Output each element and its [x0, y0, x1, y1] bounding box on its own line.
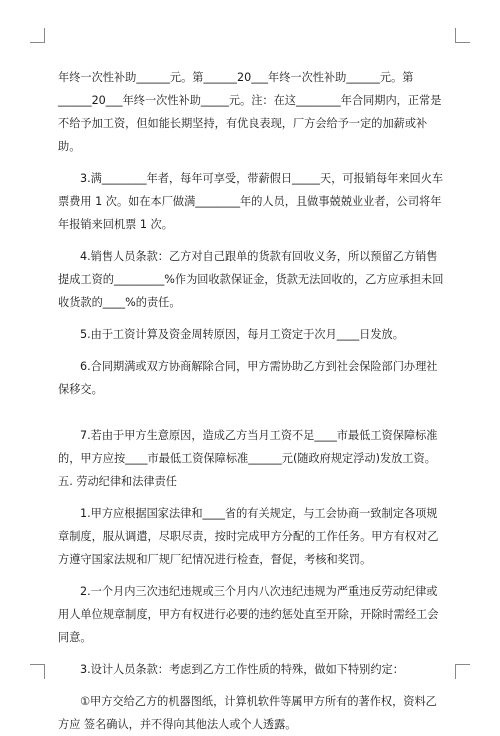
- paragraph-rules: 1.甲方应根据国家法律和____省的有关规定，与工会协商一致制定各项规章制度，服从调遣，尽职尽责，按时完成甲方分配的工作任务。甲方有权对乙方遵守国家法规和厂规厂纪情况进行检查，督促，考核和奖罚。: [58, 507, 439, 566]
- crop-mark-top-right: [455, 28, 470, 43]
- paragraph-violations: 2.一个月内三次违纪违规或三个月内八次违纪违规为严重违反劳动纪律或用人单位规章制度，甲方有权进行必要的违约惩处直至开除，开除时需经工会同意。: [58, 585, 439, 644]
- paragraph-pay-date: 5.由于工资计算及资金周转原因，每月工资定于次月____日发放。: [80, 328, 404, 341]
- paragraph-contract-end: 6.合同期满或双方协商解除合同，甲方需协助乙方到社会保险部门办理社保移交。: [58, 360, 438, 396]
- crop-mark-bottom-right: [455, 664, 470, 679]
- crop-mark-top-left: [30, 28, 45, 43]
- crop-mark-bottom-left: [30, 664, 45, 679]
- paragraph-designer-terms: 3.设计人员条款：考虑到乙方工作性质的特殊，做如下特别约定：: [80, 663, 404, 676]
- paragraph-copyright: ①甲方交给乙方的机器图纸，计算机软件等属甲方所有的著作权，资料乙方应 签名确认，并不得向其他法人或个人透露。: [58, 695, 437, 731]
- document-body: [58, 66, 453, 736]
- paragraph-sales-terms: 4.销售人员条款：乙方对自己跟单的货款有回收义务，所以预留乙方销售提成工资的_________%作为回收款保证金，货款无法回收的，乙方应承担未回收货款的____%的责任。: [58, 250, 444, 309]
- paragraph-bonus: 年终一次性补助______元。第______20___年终一次性补助______元。第______20___年终一次性补助_____元。注：在这________年合同期内，正常是不给予加工资，但如能长期坚持，有优良表现，厂方会给予一定的加薪或补助。: [58, 71, 442, 153]
- paragraph-minimum-wage: 7.若由于甲方生意原因，造成乙方当月工资不足____市最低工资保障标准的，甲方应按____市最低工资保障标准______元(随政府规定浮动)发放工资。 五. 劳动纪律和法律责任: [58, 429, 453, 488]
- paragraph-travel-reimbursement: 3.满________年者，每年可享受，带薪假日_____天，可报销每年来回火车票费用 1 次。如在本厂做满________年的人员，且做事兢兢业业者，公司将年年报销来回机票 1 次。: [58, 172, 444, 231]
